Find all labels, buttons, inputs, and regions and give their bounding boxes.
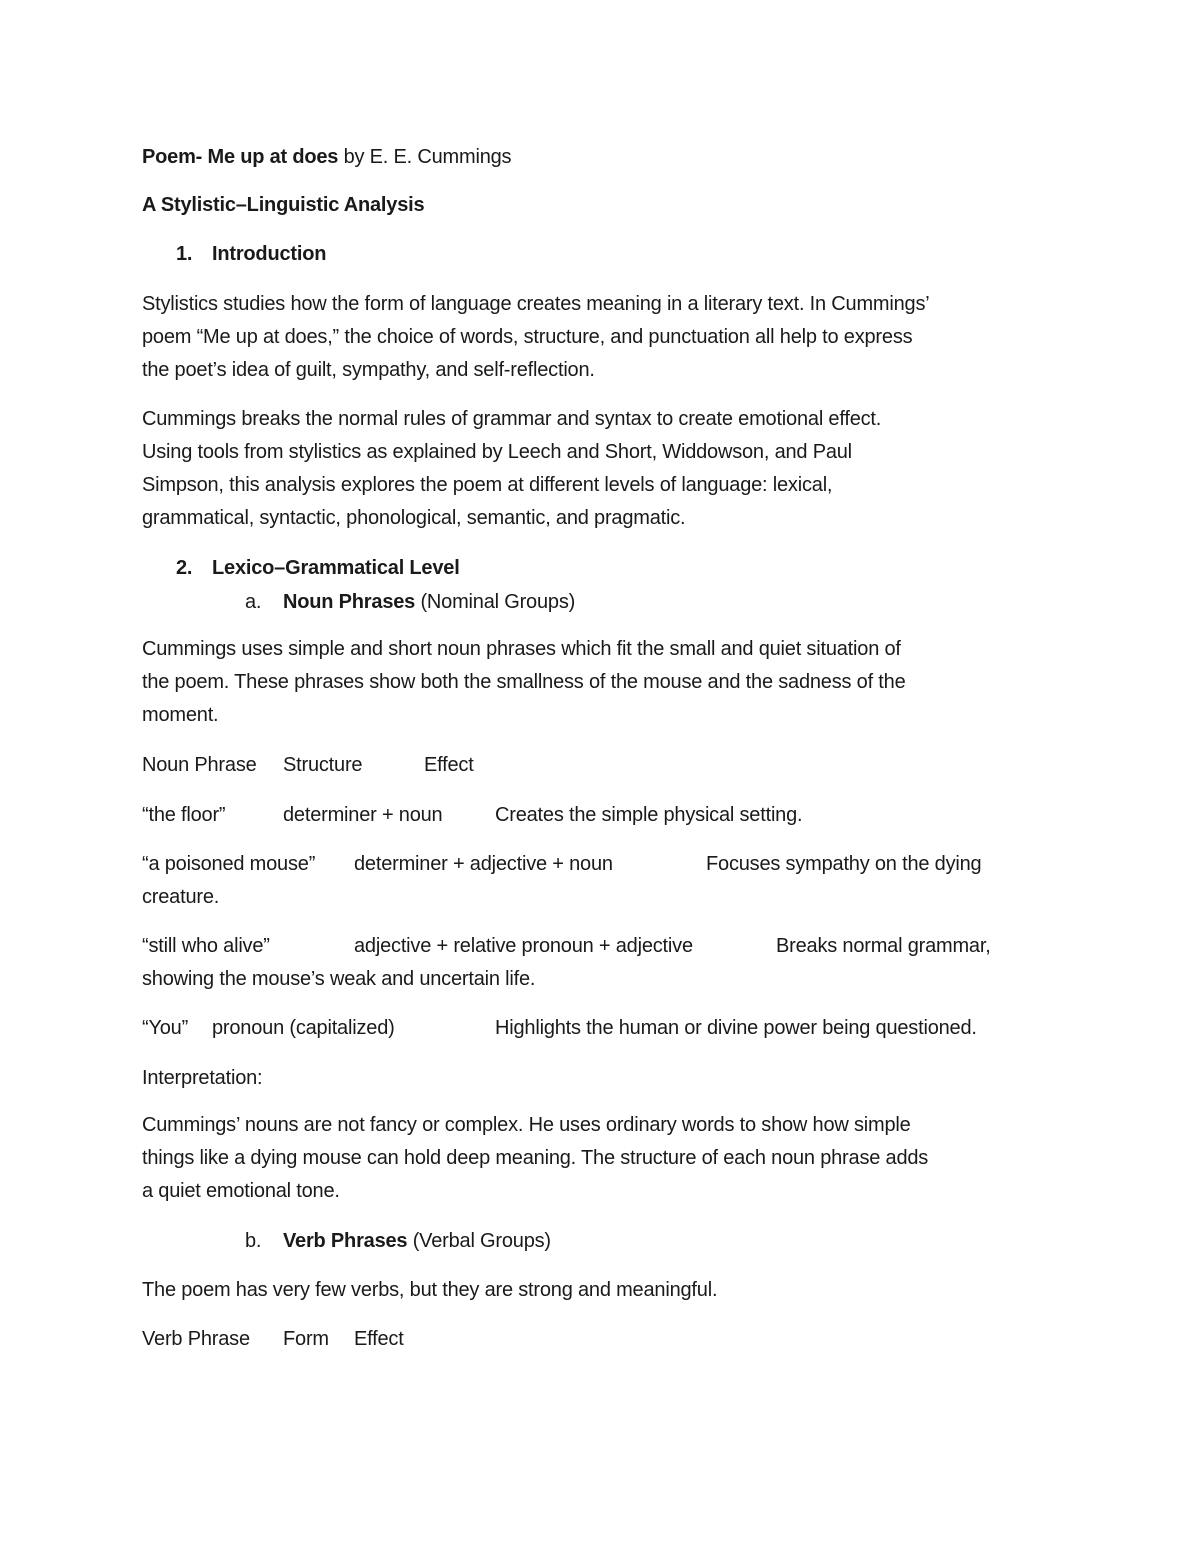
text-line: a quiet emotional tone. xyxy=(142,1180,340,1202)
text-line: Using tools from stylistics as explained by Leech and Short, Widdowson, and Paul xyxy=(142,441,852,463)
subsection-a-letter: a. xyxy=(245,591,262,613)
title-bold: Poem- Me up at does xyxy=(142,146,339,168)
title-author: by E. E. Cummings xyxy=(338,146,512,168)
noun-table-row-4-phrase: “You” xyxy=(142,1017,189,1039)
verb-table-header-phrase: Verb Phrase xyxy=(142,1328,250,1350)
subsection-b-rest: (Verbal Groups) xyxy=(407,1230,551,1252)
intro-paragraph-1 xyxy=(142,288,1062,387)
noun-table-row-4-structure: pronoun (capitalized) xyxy=(212,1017,395,1039)
document-subtitle: A Stylistic–Linguistic Analysis xyxy=(142,194,425,216)
subsection-b-bold: Verb Phrases xyxy=(283,1230,408,1252)
noun-table-row-2-effect: Focuses sympathy on the dying xyxy=(706,853,982,875)
subsection-a-heading xyxy=(283,590,575,614)
text-line: moment. xyxy=(142,704,219,726)
noun-table-row-2-effect-wrap: creature. xyxy=(142,886,220,908)
noun-table-row-3-effect-wrap: showing the mouse’s weak and uncertain life. xyxy=(142,968,536,990)
noun-table-row-4-effect: Highlights the human or divine power being questioned. xyxy=(495,1017,977,1039)
interpretation-label: Interpretation: xyxy=(142,1067,263,1089)
verb-table-header-form: Form xyxy=(283,1328,329,1350)
text-line: things like a dying mouse can hold deep meaning. The structure of each noun phrase adds xyxy=(142,1147,929,1169)
section-1-number: 1. xyxy=(176,243,193,265)
intro-paragraph-2 xyxy=(142,403,1062,535)
text-line: grammatical, syntactic, phonological, semantic, and pragmatic. xyxy=(142,507,686,529)
text-line: Simpson, this analysis explores the poem at different levels of language: lexical, xyxy=(142,474,833,496)
noun-table-row-2-structure: determiner + adjective + noun xyxy=(354,853,613,875)
noun-table-header-structure: Structure xyxy=(283,754,363,776)
subsection-a-bold: Noun Phrases xyxy=(283,591,416,613)
section-1-heading: Introduction xyxy=(212,243,327,265)
noun-table-row-3-effect: Breaks normal grammar, xyxy=(776,935,991,957)
subsection-b-letter: b. xyxy=(245,1230,262,1252)
subsection-a-rest: (Nominal Groups) xyxy=(415,591,576,613)
noun-table-row-3-structure: adjective + relative pronoun + adjective xyxy=(354,935,693,957)
interpretation-paragraph xyxy=(142,1109,1062,1208)
text-line: Cummings uses simple and short noun phrases which fit the small and quiet situation of xyxy=(142,638,901,660)
noun-table-row-3-phrase: “still who alive” xyxy=(142,935,270,957)
subsection-b-heading xyxy=(283,1229,551,1253)
noun-table-row-1-phrase: “the floor” xyxy=(142,804,226,826)
noun-table-row-1-effect: Creates the simple physical setting. xyxy=(495,804,803,826)
noun-table-header-phrase: Noun Phrase xyxy=(142,754,257,776)
noun-intro-paragraph xyxy=(142,633,1062,732)
verb-table-header-effect: Effect xyxy=(354,1328,404,1350)
text-line: poem “Me up at does,” the choice of words, structure, and punctuation all help to express xyxy=(142,326,913,348)
text-line: Stylistics studies how the form of language creates meaning in a literary text. In Cummings’ xyxy=(142,293,930,315)
noun-table-row-2-phrase: “a poisoned mouse” xyxy=(142,853,316,875)
text-line: Cummings breaks the normal rules of grammar and syntax to create emotional effect. xyxy=(142,408,882,430)
noun-table-row-1-structure: determiner + noun xyxy=(283,804,443,826)
document-title xyxy=(142,145,511,169)
text-line: Cummings’ nouns are not fancy or complex. He uses ordinary words to show how simple xyxy=(142,1114,911,1136)
verb-intro-paragraph: The poem has very few verbs, but they are strong and meaningful. xyxy=(142,1279,718,1301)
section-2-heading: Lexico–Grammatical Level xyxy=(212,557,460,579)
section-2-number: 2. xyxy=(176,557,193,579)
text-line: the poem. These phrases show both the smallness of the mouse and the sadness of the xyxy=(142,671,906,693)
text-line: the poet’s idea of guilt, sympathy, and self-reflection. xyxy=(142,359,595,381)
noun-table-header-effect: Effect xyxy=(424,754,474,776)
